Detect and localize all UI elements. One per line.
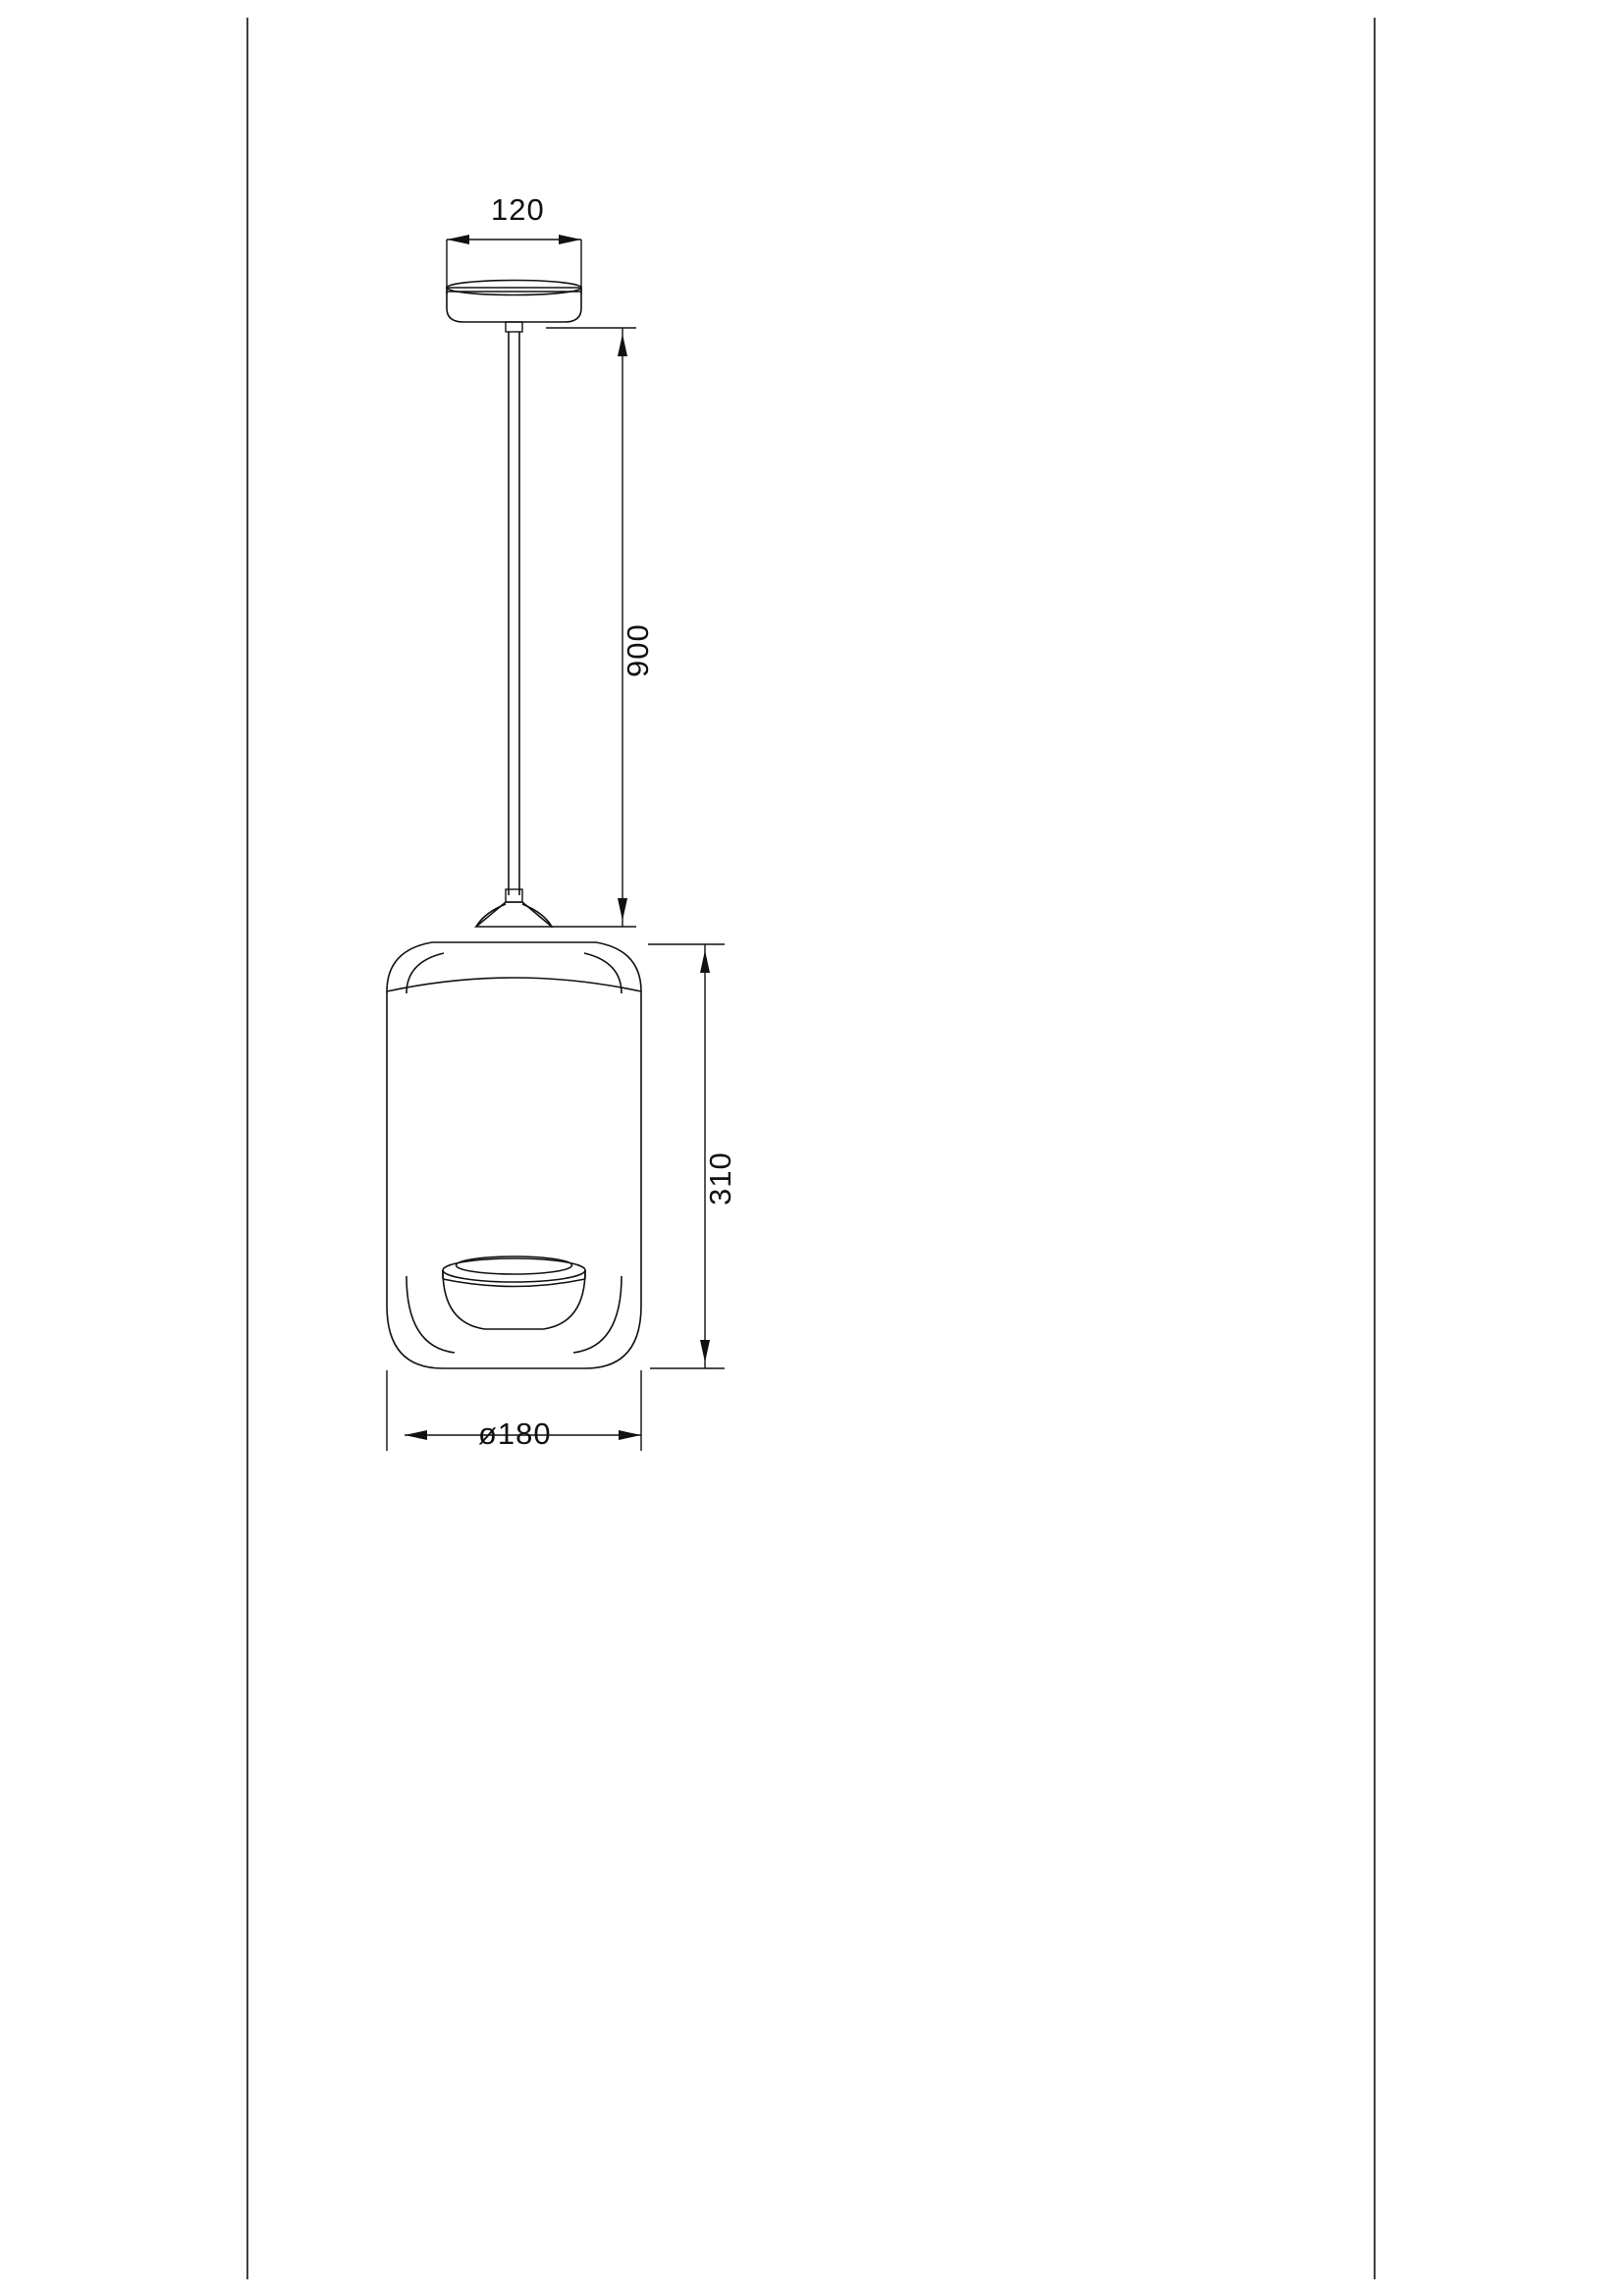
dimension-label-canopy-width: 120 xyxy=(491,192,545,227)
lamp-holder-cone xyxy=(476,902,552,927)
frame-left-and-right-rules xyxy=(247,18,1375,2279)
canopy-stem-collar xyxy=(506,322,522,332)
dimension-label-suspension-drop: 900 xyxy=(621,623,655,677)
dimension-label-shade-diameter: ø180 xyxy=(478,1416,552,1451)
dimension-label-shade-height: 310 xyxy=(703,1151,737,1205)
dimension-120-canopy-width xyxy=(447,240,581,294)
glass-shade xyxy=(387,942,641,1368)
ceiling-canopy xyxy=(447,281,581,323)
diffuser-plate xyxy=(443,1256,585,1287)
suspension-rod xyxy=(509,332,519,895)
